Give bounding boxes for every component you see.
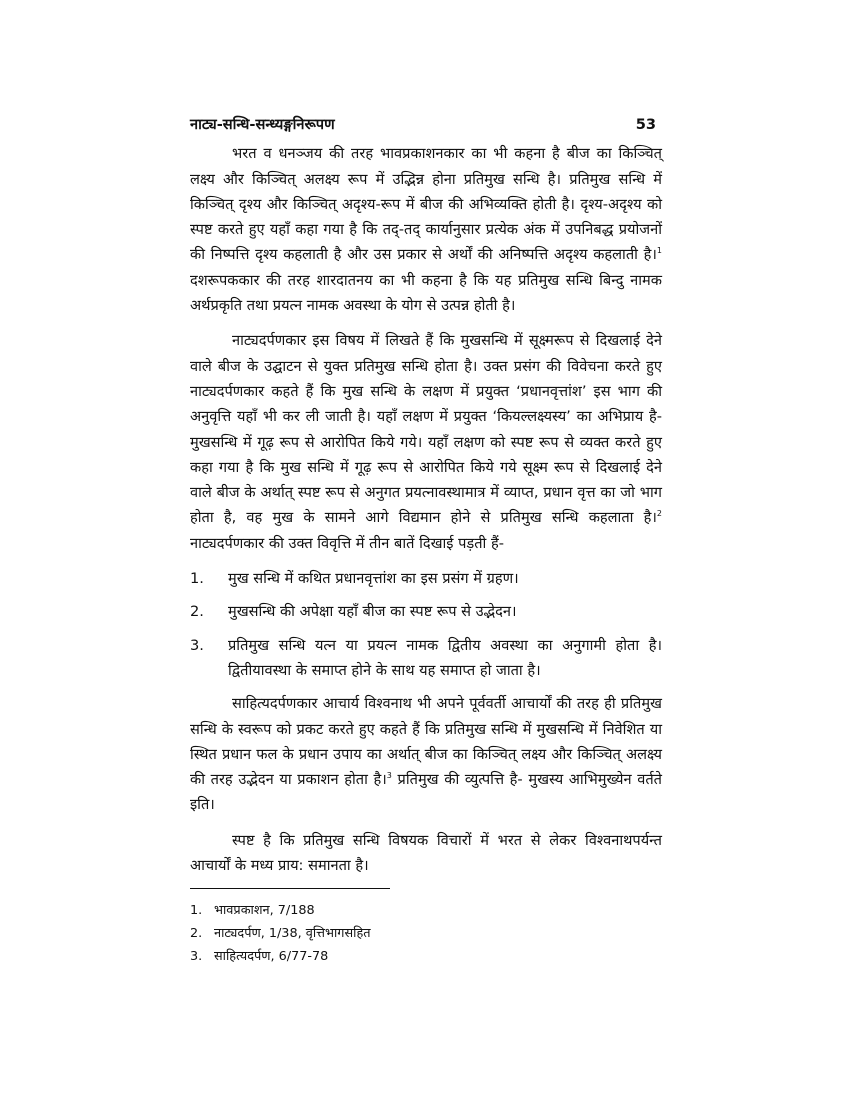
list-item	[190, 599, 662, 624]
footnote-number: 3.	[190, 949, 203, 965]
page-content	[190, 112, 662, 968]
list-item-number: 3.	[190, 636, 204, 654]
numbered-list	[190, 566, 662, 683]
footnote-text: नाट्यदर्पण, 1/38, वृत्तिभागसहित	[214, 926, 371, 942]
footnotes	[190, 899, 662, 968]
footnote-divider	[190, 888, 390, 889]
footnote	[190, 945, 662, 968]
list-item	[190, 566, 662, 591]
footnote-text: भावप्रकाशन, 7/188	[214, 903, 315, 919]
footnote-number: 2.	[190, 926, 203, 942]
footnote	[190, 922, 662, 945]
list-item-number: 2.	[190, 603, 204, 621]
list-item-text: मुखसन्धि की अपेक्षा यहाँ बीज का स्पष्ट रूप से उद्भेदन।	[228, 603, 517, 621]
list-item-text: मुख सन्धि में कथित प्रधानवृत्तांश का इस प्रसंग में ग्रहण।	[228, 570, 519, 588]
paragraph-2: नाट्यदर्पणकार इस विषय में लिखते हैं कि मुखसन्धि में सूक्ष्मरूप से दिखलाई देने वाले बीज के उद्घाटन से युक्त प्रतिमुख सन्धि होता है। उक्त प्रसंग की विवेचना करते हुए नाट्यदर्पणकार कहते हैं कि मुख सन्धि के लक्षण में प्रयुक्त ‘प्रधानवृत्तांश’ इस भाग की अनुवृत्ति यहाँ भी कर ली जाती है। यहाँ लक्षण में प्रयुक्त ‘कियल्लक्ष्यस्य’ का अभिप्राय है- मुखसन्धि में गूढ़ रूप से आरोपित किये गये। यहाँ लक्षण को स्पष्ट रूप से व्यक्त करते हुए कहा गया है कि मुख सन्धि में गूढ़ रूप से आरोपित किये गये सूक्ष्म रूप से दिखलाई देने वाले बीज के अर्थात् स्पष्ट रूप से अनुगत प्रयत्नावस्थामात्र में व्याप्त, प्रधान वृत्त का जो भाग होता है, वह मुख के सामने आगे विद्यमान होने से प्रतिमुख सन्धि कहलाता है।$^2$ नाट्यदर्पणकार की उक्त विवृत्ति में तीन बातें दिखाई पड़ती हैं-	[190, 332, 662, 552]
footnote-ref-2[interactable]: 2	[656, 509, 662, 519]
running-header	[190, 112, 662, 137]
footnote-number: 1.	[190, 903, 203, 919]
chapter-title: नाट्य-सन्धि-सन्ध्यङ्गनिरूपण	[190, 116, 335, 133]
footnote	[190, 899, 662, 922]
list-item-number: 1.	[190, 570, 204, 588]
paragraph-3: साहित्यदर्पणकार आचार्य विश्वनाथ भी अपने पूर्ववर्ती आचार्यों की तरह ही प्रतिमुख सन्धि के स्वरूप को प्रकट करते हुए कहते हैं कि प्रतिमुख सन्धि में मुखसन्धि में निवेशित या स्थित प्रधान फल के प्रधान उपाय का अर्थात् बीज का किञ्चित् लक्ष्य और किञ्चित् अलक्ष्य की तरह उद्भेदन या प्रकाशन होता है।$^3$ प्रतिमुख की व्युत्पत्ति है- मुखस्य आभिमुख्येन वर्तते इति।	[190, 695, 663, 814]
footnote-text: साहित्यदर्पण, 6/77-78	[214, 949, 329, 965]
page-number: 53	[635, 116, 656, 133]
list-item	[190, 633, 662, 684]
footnote-ref-1[interactable]: 1	[656, 246, 662, 256]
footnote-ref-3[interactable]: 3	[386, 771, 392, 781]
paragraph-4: स्पष्ट है कि प्रतिमुख सन्धि विषयक विचारों में भरत से लेकर विश्वनाथपर्यन्त आचार्यों के मध्य प्राय: समानता है।	[190, 831, 662, 875]
list-item-text: प्रतिमुख सन्धि यत्न या प्रयत्न नामक द्वितीय अवस्था का अनुगामी होता है। द्वितीयावस्था के समाप्त होने के साथ यह समाप्त हो जाता है।	[228, 636, 662, 679]
paragraph-1: भरत व धनञ्जय की तरह भावप्रकाशनकार का भी कहना है बीज का किञ्चित् लक्ष्य और किञ्चित् अलक्ष्य रूप में उद्भिन्न होना प्रतिमुख सन्धि है। प्रतिमुख सन्धि में किञ्चित् दृश्य और किञ्चित् अदृश्य-रूप में बीज की अभिव्यक्ति होती है। दृश्य-अदृश्य को स्पष्ट करते हुए यहाँ कहा गया है कि तद्-तद् कार्यानुसार प्रत्येक अंक में उपनिबद्ध प्रयोजनों की निष्पत्ति दृश्य कहलाती है और उस प्रकार से अर्थों की अनिष्पत्ति अदृश्य कहलाती है।$^1$ दशरूपककार की तरह शारदातनय का भी कहना है कि यह प्रतिमुख सन्धि बिन्दु नामक अर्थप्रकृति तथा प्रयत्न नामक अवस्था के योग से उत्पन्न होती है।	[190, 145, 662, 315]
